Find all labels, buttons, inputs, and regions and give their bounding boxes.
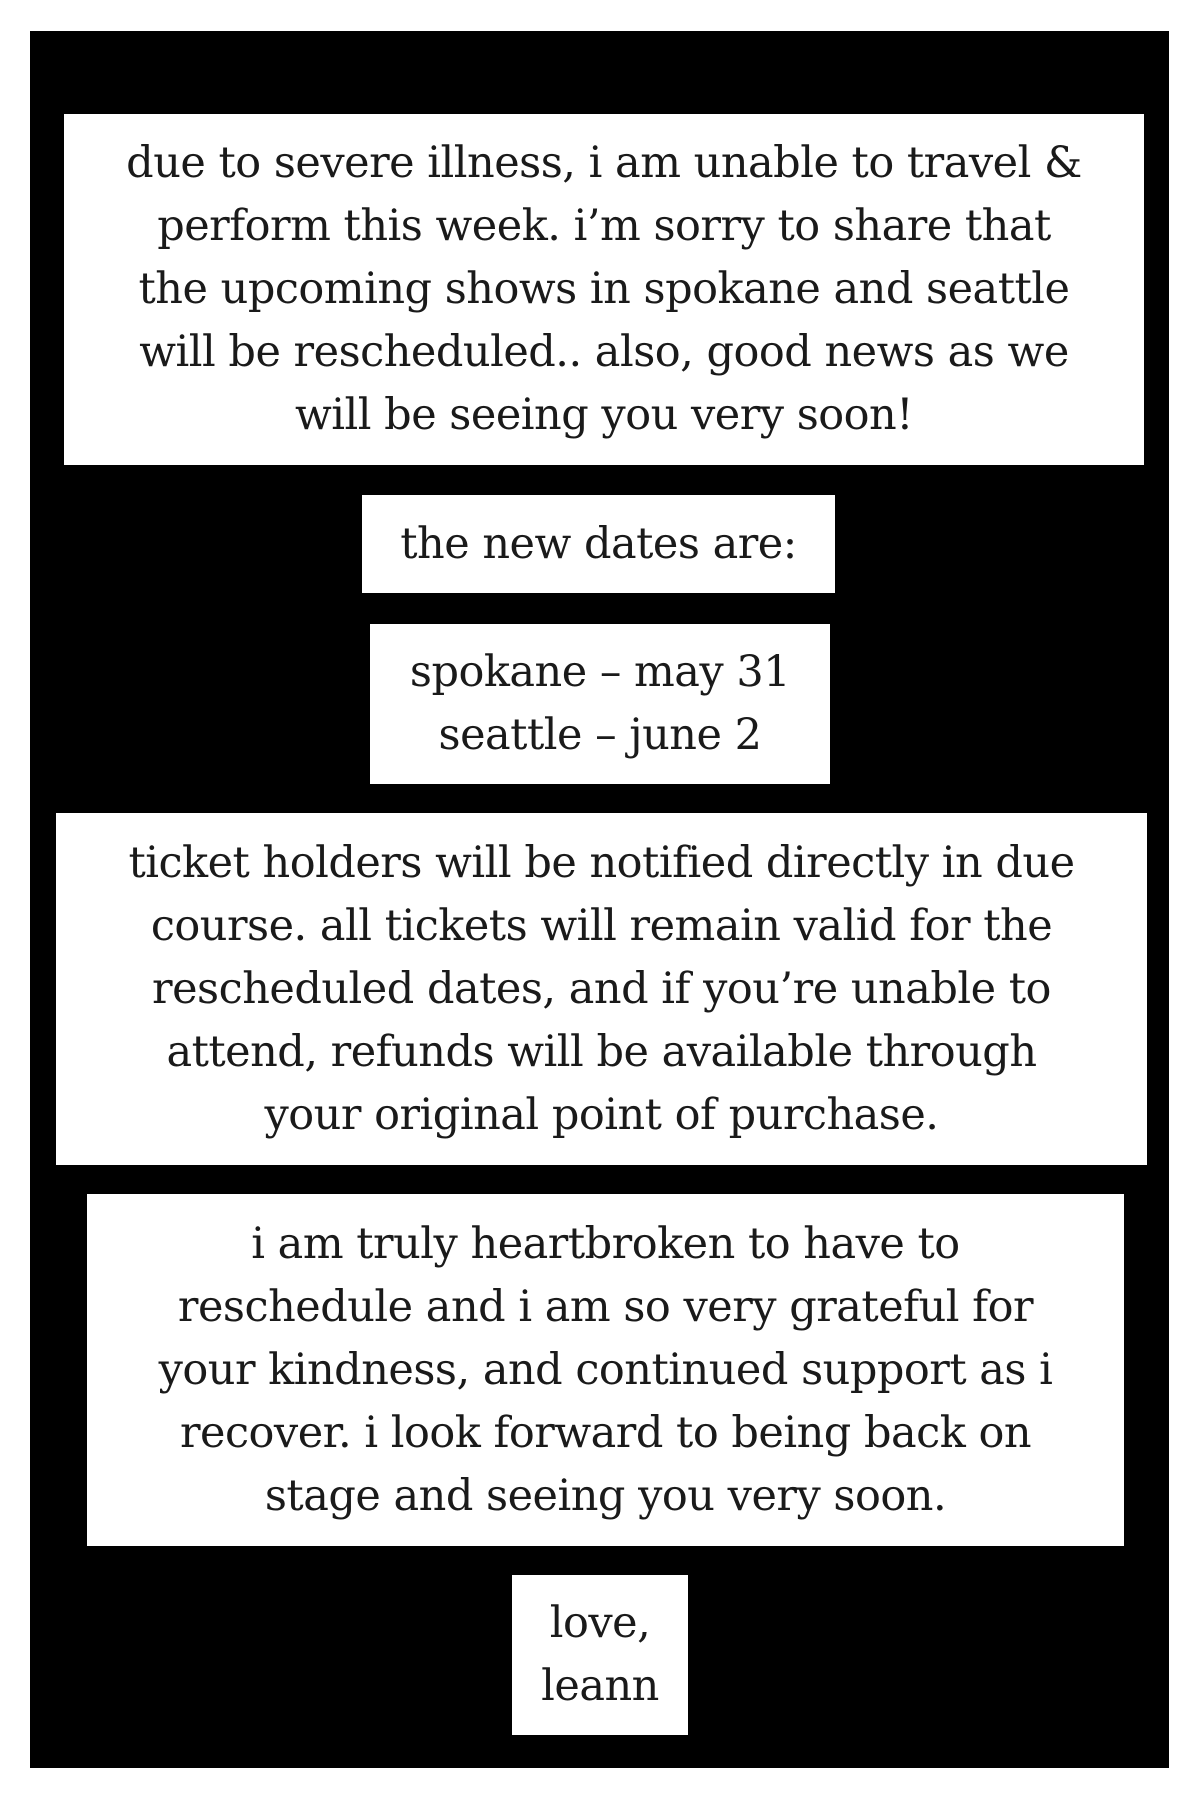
signoff-card: [512, 1575, 688, 1735]
gratitude-message-card: [87, 1194, 1124, 1546]
illness-announcement-text: due to severe illness, i am unable to travel & perform this week. i’m sorry to share that the upcoming shows in spokane and seattle will be rescheduled.. also, good news as we will be seeing you very soon!: [126, 138, 1082, 440]
illness-announcement-card: [64, 114, 1144, 465]
rescheduled-dates-text: spokane – may 31 seattle – june 2: [409, 647, 791, 760]
signoff-text: love, leann: [541, 1598, 659, 1711]
ticket-info-card: [56, 813, 1147, 1165]
new-dates-heading-text: the new dates are:: [400, 518, 797, 569]
rescheduled-dates-card: [370, 624, 830, 784]
gratitude-message-text: i am truly heartbroken to have to reschedule and i am so very grateful for your kindness, and continued support as i recover. i look forward to being back on stage and seeing you very soon.: [158, 1218, 1053, 1521]
new-dates-heading-card: [362, 495, 835, 593]
ticket-info-text: ticket holders will be notified directly in due course. all tickets will remain valid for the rescheduled dates, and if you’re unable to attend, refunds will be available through your original point of purchase.: [128, 837, 1075, 1140]
